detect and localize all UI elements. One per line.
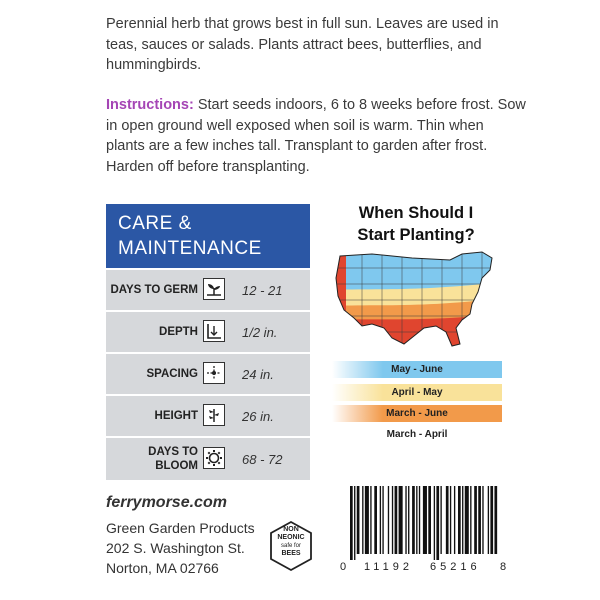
company-address [106, 518, 255, 578]
barcode-bar [408, 486, 409, 554]
barcode-check-digit: 8 [500, 561, 507, 573]
row-label: DEPTH [159, 326, 198, 338]
badge-line4: BEES [281, 550, 301, 557]
care-row-germination [106, 268, 310, 310]
barcode-bar [494, 486, 497, 554]
company-name: Green Garden Products [106, 520, 255, 536]
product-description: Perennial herb that grows best in full sun. Leaves are used in teas, sauces or salads. Plants attract bees, butterflies, and hummingbirds. [106, 16, 499, 73]
legend-label: April - May [391, 387, 443, 398]
barcode-bar [388, 486, 389, 554]
barcode-bar [478, 486, 481, 554]
height-icon [203, 404, 225, 426]
instructions-label: Instructions: [106, 97, 194, 113]
bloom-icon [203, 447, 225, 469]
row-label: DAYS TO GERM [110, 284, 198, 296]
barcode-bar [436, 486, 439, 560]
legend-label: March - June [386, 408, 448, 419]
barcode-right-digits: 65216 [430, 561, 481, 573]
barcode-bar [405, 486, 406, 554]
care-maintenance-panel [106, 204, 310, 480]
row-value: 26 in. [242, 408, 274, 424]
barcode-bar [462, 486, 463, 554]
care-row-depth [106, 310, 310, 352]
barcode-bar [412, 486, 415, 554]
barcode-bar [482, 486, 483, 554]
barcode-bar [454, 486, 455, 554]
legend-may-june [332, 361, 502, 378]
care-row-bloom [106, 436, 310, 480]
barcode-bar [474, 486, 477, 554]
planting-zone-map [332, 248, 502, 350]
care-row-spacing [106, 352, 310, 394]
barcode-bars [350, 486, 497, 560]
barcode-bar [350, 486, 353, 560]
barcode-bar [399, 486, 403, 554]
badge-line2: NEONIC [277, 534, 305, 541]
barcode-bar [370, 486, 371, 554]
barcode-bar [440, 486, 441, 554]
barcode-bar [380, 486, 381, 554]
row-label: HEIGHT [154, 410, 198, 422]
barcode-bar [434, 486, 435, 560]
barcode-bar [488, 486, 489, 554]
row-value: 1/2 in. [242, 324, 278, 340]
badge-line3: safe for [280, 543, 301, 549]
barcode-bar [428, 486, 431, 554]
depth-icon [203, 320, 225, 342]
row-label: SPACING [146, 368, 198, 380]
barcode-bar [416, 486, 417, 554]
barcode-bar [446, 486, 449, 554]
instructions-text: Start seeds indoors, 6 to 8 weeks before frost. Sow in open ground well exposed when soil is warm. Thin when plants are a few inches tall. Transplant to garden after frost. Harden off before transplanting. [106, 97, 526, 175]
barcode-bar [392, 486, 393, 554]
instructions-paragraph [106, 95, 526, 177]
legend-label: March - April [386, 429, 448, 440]
care-title-line1: CARE & [118, 213, 192, 234]
barcode-bar [395, 486, 398, 554]
row-value: 68 - 72 [242, 451, 283, 467]
badge-line1: NON [283, 526, 299, 533]
street-address: 202 S. Washington St. [106, 540, 245, 556]
barcode-bar [470, 486, 471, 554]
website-link[interactable]: ferrymorse.com [106, 494, 227, 511]
badge-text [268, 526, 314, 558]
spacing-icon [203, 362, 225, 384]
care-header [106, 204, 310, 268]
barcode-lead-digit: 0 [340, 561, 347, 573]
care-title-line2: MAINTENANCE [118, 238, 262, 259]
care-row-height [106, 394, 310, 436]
row-value: 12 - 21 [242, 282, 283, 298]
barcode-bar [365, 486, 369, 554]
row-value: 24 in. [242, 366, 274, 382]
legend-label: May - June [391, 364, 443, 375]
barcode-bar [419, 486, 420, 554]
barcode-bar [357, 486, 360, 554]
barcode-bar [374, 486, 377, 554]
sprout-icon [203, 278, 225, 300]
barcode-bar [465, 486, 469, 554]
legend-march-april [332, 426, 502, 443]
barcode-bar [362, 486, 363, 554]
barcode-left-digits: 11192 [364, 561, 413, 573]
city-address: Norton, MA 02766 [106, 560, 219, 576]
barcode-bar [354, 486, 355, 560]
upc-barcode [336, 484, 510, 574]
barcode-bar [450, 486, 451, 554]
legend-march-june [332, 405, 502, 422]
barcode-bar [458, 486, 461, 554]
legend-april-may [332, 384, 502, 401]
barcode-bar [423, 486, 427, 554]
barcode-bar [382, 486, 383, 554]
barcode-bar [490, 486, 493, 554]
non-neonic-badge [268, 520, 314, 572]
row-label: DAYS TO BLOOM [148, 446, 198, 472]
planting-title: When Should I Start Planting? [357, 204, 475, 244]
